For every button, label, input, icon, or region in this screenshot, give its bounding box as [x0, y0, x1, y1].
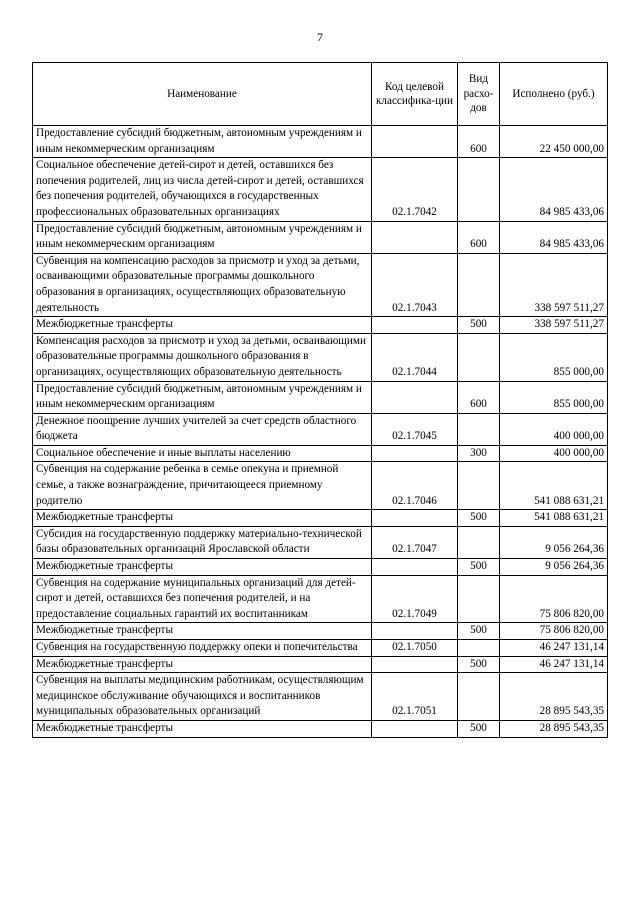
row-code: 02.1.7045 [372, 413, 458, 445]
table-row [33, 413, 608, 445]
table-row [33, 158, 608, 221]
row-code [372, 623, 458, 640]
row-amount: 84 985 433,06 [500, 158, 608, 221]
table-row [33, 720, 608, 737]
budget-table [32, 62, 608, 738]
row-kind: 500 [458, 510, 500, 527]
row-amount: 22 450 000,00 [500, 126, 608, 158]
row-kind [458, 158, 500, 221]
table-row [33, 673, 608, 721]
row-amount: 400 000,00 [500, 445, 608, 462]
row-code: 02.1.7044 [372, 333, 458, 381]
row-code: 02.1.7046 [372, 462, 458, 510]
row-code [372, 381, 458, 413]
row-code [372, 221, 458, 253]
row-kind: 500 [458, 317, 500, 334]
table-row [33, 656, 608, 673]
row-code [372, 720, 458, 737]
row-amount: 75 806 820,00 [500, 575, 608, 623]
header-amount: Исполнено (руб.) [500, 63, 608, 126]
row-kind [458, 526, 500, 558]
row-kind: 500 [458, 559, 500, 576]
row-amount: 84 985 433,06 [500, 221, 608, 253]
row-code [372, 559, 458, 576]
row-kind: 300 [458, 445, 500, 462]
row-amount: 28 895 543,35 [500, 720, 608, 737]
row-kind: 500 [458, 623, 500, 640]
row-kind: 600 [458, 221, 500, 253]
row-code [372, 510, 458, 527]
row-kind [458, 413, 500, 445]
table-row [33, 575, 608, 623]
table-row [33, 221, 608, 253]
row-name: Субвенция на содержание ребенка в семье опекуна и приемной семье, а также вознаграждение, причитающееся приемному родителю [33, 462, 372, 510]
row-amount: 541 088 631,21 [500, 462, 608, 510]
header-kind: Вид расхо-дов [458, 63, 500, 126]
row-kind [458, 673, 500, 721]
table-row [33, 445, 608, 462]
row-amount: 9 056 264,36 [500, 559, 608, 576]
row-amount: 400 000,00 [500, 413, 608, 445]
row-name: Субвенция на государственную поддержку опеки и попечительства [33, 640, 372, 657]
row-amount: 338 597 511,27 [500, 317, 608, 334]
table-row [33, 623, 608, 640]
row-amount: 855 000,00 [500, 333, 608, 381]
row-kind [458, 253, 500, 316]
row-name: Социальное обеспечение детей-сирот и детей, оставшихся без попечения родителей, лиц из числа детей-сирот и детей, оставшихся без попечения родителей, обучающихся в государственных профессиональных образовательных организациях [33, 158, 372, 221]
row-kind [458, 462, 500, 510]
row-name: Денежное поощрение лучших учителей за счет средств областного бюджета [33, 413, 372, 445]
table-row [33, 126, 608, 158]
row-name: Межбюджетные трансферты [33, 720, 372, 737]
row-kind [458, 333, 500, 381]
row-name: Предоставление субсидий бюджетным, автономным учреждениям и иным некоммерческим организациям [33, 381, 372, 413]
table-row [33, 381, 608, 413]
table-row [33, 462, 608, 510]
page-number: 7 [317, 30, 323, 44]
row-code [372, 126, 458, 158]
row-name: Предоставление субсидий бюджетным, автономным учреждениям и иным некоммерческим организациям [33, 126, 372, 158]
row-amount: 338 597 511,27 [500, 253, 608, 316]
table-row [33, 526, 608, 558]
table-header-row [33, 63, 608, 126]
row-name: Субвенция на выплаты медицинским работникам, осуществляющим медицинское обслуживание обучающихся и воспитанников муниципальных образовательных организаций [33, 673, 372, 721]
row-name: Межбюджетные трансферты [33, 656, 372, 673]
row-code: 02.1.7047 [372, 526, 458, 558]
table-row [33, 253, 608, 316]
row-kind: 500 [458, 720, 500, 737]
table-row [33, 640, 608, 657]
row-amount: 75 806 820,00 [500, 623, 608, 640]
row-code: 02.1.7049 [372, 575, 458, 623]
row-name: Межбюджетные трансферты [33, 559, 372, 576]
table-row [33, 317, 608, 334]
row-name: Субвенция на компенсацию расходов за присмотр и уход за детьми, осваивающими образовательные программы дошкольного образования в организациях, осуществляющих образовательную деятельность [33, 253, 372, 316]
row-amount: 541 088 631,21 [500, 510, 608, 527]
row-code [372, 317, 458, 334]
row-name: Субвенция на содержание муниципальных организаций для детей-сирот и детей, оставшихся без попечения родителей, и на предоставление социальных гарантий их воспитанникам [33, 575, 372, 623]
row-kind [458, 575, 500, 623]
table-row [33, 333, 608, 381]
row-kind: 600 [458, 381, 500, 413]
header-name: Наименование [33, 63, 372, 126]
row-kind [458, 640, 500, 657]
header-code: Код целевой классифика-ции [372, 63, 458, 126]
row-code [372, 445, 458, 462]
row-kind: 500 [458, 656, 500, 673]
row-name: Межбюджетные трансферты [33, 317, 372, 334]
row-amount: 28 895 543,35 [500, 673, 608, 721]
row-code: 02.1.7051 [372, 673, 458, 721]
row-name: Межбюджетные трансферты [33, 510, 372, 527]
row-name: Социальное обеспечение и иные выплаты населению [33, 445, 372, 462]
row-amount: 9 056 264,36 [500, 526, 608, 558]
row-amount: 855 000,00 [500, 381, 608, 413]
row-name: Компенсация расходов за присмотр и уход за детьми, осваивающими образовательные программы дошкольного образования в организациях, осуществляющих образовательную деятельность [33, 333, 372, 381]
row-code: 02.1.7042 [372, 158, 458, 221]
row-name: Субсидия на государственную поддержку материально-технической базы образовательных организаций Ярославской области [33, 526, 372, 558]
table-row [33, 559, 608, 576]
row-name: Предоставление субсидий бюджетным, автономным учреждениям и иным некоммерческим организациям [33, 221, 372, 253]
row-kind: 600 [458, 126, 500, 158]
row-amount: 46 247 131,14 [500, 656, 608, 673]
row-name: Межбюджетные трансферты [33, 623, 372, 640]
table-row [33, 510, 608, 527]
row-code [372, 656, 458, 673]
row-code: 02.1.7050 [372, 640, 458, 657]
row-code: 02.1.7043 [372, 253, 458, 316]
row-amount: 46 247 131,14 [500, 640, 608, 657]
